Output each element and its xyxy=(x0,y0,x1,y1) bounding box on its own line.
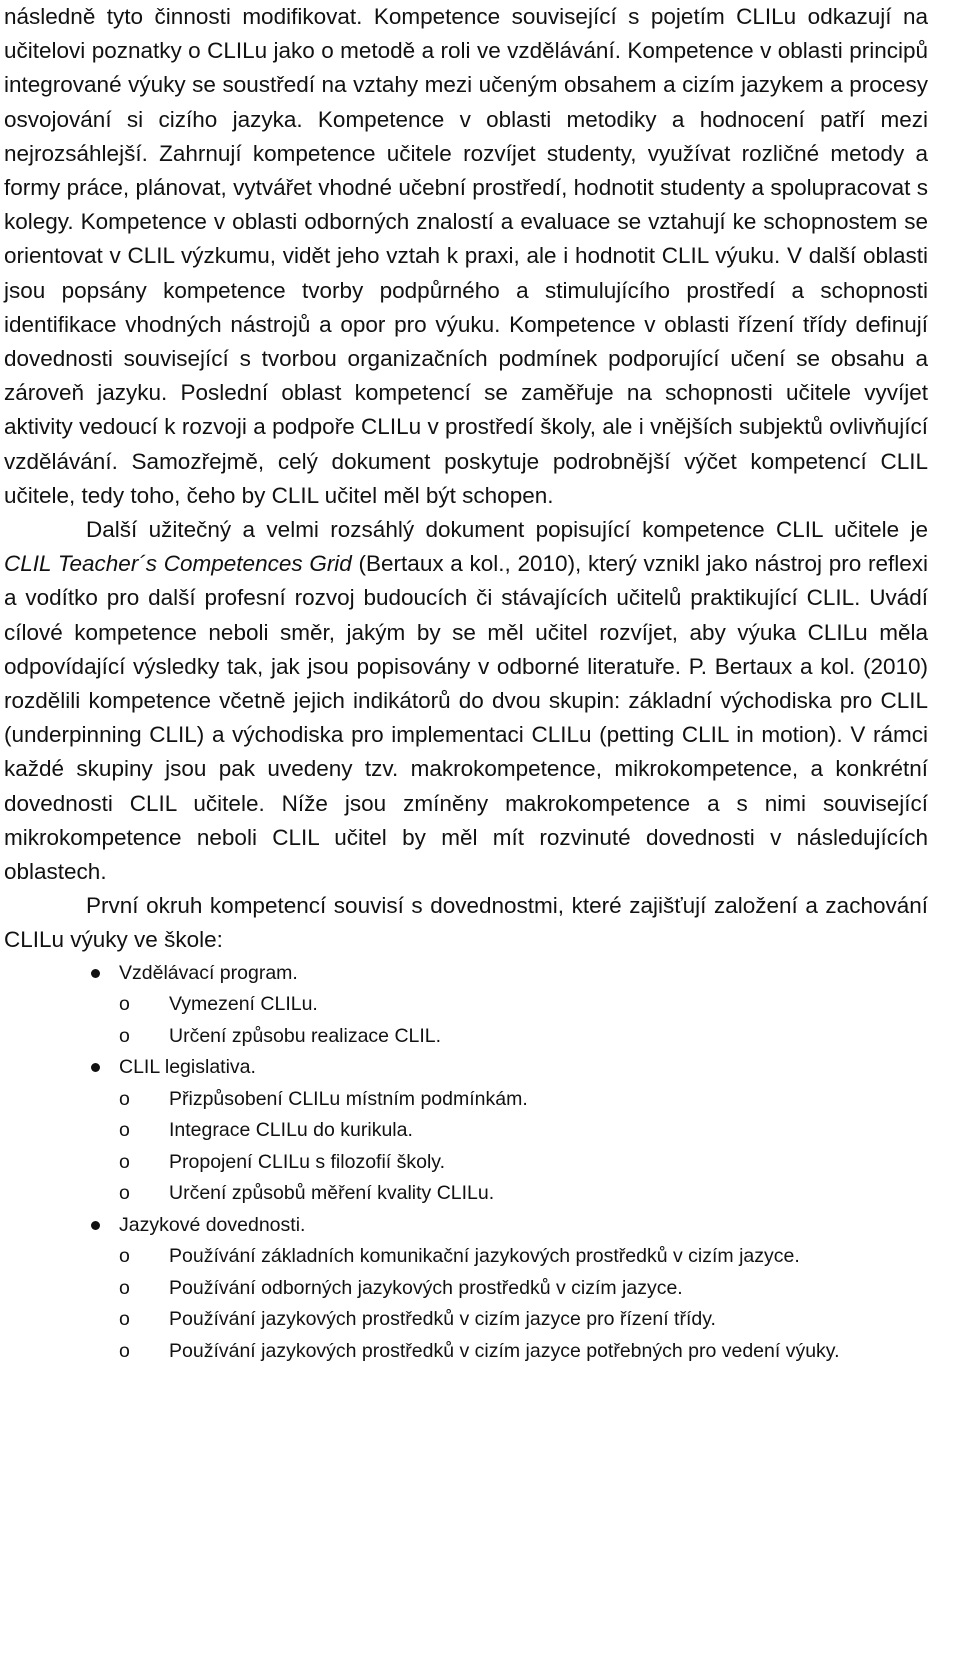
circle-bullet-icon: o xyxy=(119,993,130,1016)
circle-bullet-icon: o xyxy=(119,1150,130,1173)
sub-list-item xyxy=(4,1084,928,1116)
competence-list xyxy=(4,958,928,1368)
sub-list-item-text: Určení způsobu realizace CLIL. xyxy=(169,1024,442,1047)
sub-list-item-text: Určení způsobů měření kvality CLILu. xyxy=(169,1182,495,1205)
sub-list-item-text: Vymezení CLILu. xyxy=(169,993,318,1016)
circle-bullet-icon: o xyxy=(119,1119,130,1142)
circle-bullet-icon: o xyxy=(119,1087,130,1110)
document-title-italic: CLIL Teacher´s Competences Grid xyxy=(4,551,352,577)
circle-bullet-icon: o xyxy=(119,1182,130,1205)
paragraph-text: (Bertaux a kol., 2010), který vznikl jako nástroj pro reflexi a vodítko pro další profesní rozvoj budoucích či stávajících učitelů praktikující CLIL. Uvádí cílové kompetence neboli směr, jakým by se měl učitel rozvíjet, aby výuka CLILu měla odpovídající výsledky tak, jak jsou popisovány v odborné literatuře. P. Bertaux a kol. (2010) rozdělili kompetence včetně jejich indikátorů do dvou skupin: základní východiska pro CLIL (underpinning CLIL) a východiska pro implementaci CLILu (petting CLIL in motion). V rámci každé skupiny jsou pak uvedeny tzv. makrokompetence, mikrokompetence, a konkrétní dovednosti CLIL učitele. Níže jsou zmíněny makrokompetence a s nimi související mikrokompetence neboli CLIL učitel by měl mít rozvinuté dovednosti v následujících oblastech. xyxy=(4,551,928,885)
paragraph-first-area: První okruh kompetencí souvisí s dovednostmi, které zajišťují založení a zachování CLILu výuky ve škole: xyxy=(4,893,928,953)
paragraph-competences-grid xyxy=(4,513,928,889)
sub-list-item-text: Používání jazykových prostředků v cizím jazyce potřebných pro vedení výuky. xyxy=(169,1339,840,1362)
circle-bullet-icon: o xyxy=(119,1245,130,1268)
sub-list xyxy=(119,989,928,1052)
sub-list-item xyxy=(4,1115,928,1147)
list-item xyxy=(4,1210,928,1368)
sub-list-item xyxy=(4,1021,928,1053)
list-item-label: Jazykové dovednosti. xyxy=(119,1213,306,1236)
bullet-icon xyxy=(91,969,100,978)
sub-list-item xyxy=(4,989,928,1021)
sub-list-item-text: Přizpůsobení CLILu místním podmínkám. xyxy=(169,1087,528,1110)
circle-bullet-icon: o xyxy=(119,1308,130,1331)
bullet-icon xyxy=(91,1221,100,1230)
sub-list-item xyxy=(4,1273,928,1305)
sub-list-item xyxy=(4,1304,928,1336)
sub-list xyxy=(119,1084,928,1210)
paragraph-text: Další užitečný a velmi rozsáhlý dokument popisující kompetence CLIL učitele je xyxy=(86,517,928,543)
list-item-label: CLIL legislativa. xyxy=(119,1056,256,1079)
circle-bullet-icon: o xyxy=(119,1276,130,1299)
sub-list-item xyxy=(4,1241,928,1273)
sub-list-item-text: Integrace CLILu do kurikula. xyxy=(169,1119,413,1142)
circle-bullet-icon: o xyxy=(119,1024,130,1047)
sub-list-item-text: Používání jazykových prostředků v cizím jazyce pro řízení třídy. xyxy=(169,1308,716,1331)
paragraph-competence-areas: následně tyto činnosti modifikovat. Kompetence související s pojetím CLILu odkazují na učitelovi poznatky o CLILu jako o metodě a roli ve vzdělávání. Kompetence v oblasti principů integrované výuky se soustředí na vztahy mezi učeným obsahem a cizím jazykem a procesy osvojování si cizího jazyka. Kompetence v oblasti metodiky a hodnocení patří mezi nejrozsáhlejší. Zahrnují kompetence učitele rozvíjet studenty, využívat rozličné metody a formy práce, plánovat, vytvářet vhodné učební prostředí, hodnotit studenty a spolupracovat s kolegy. Kompetence v oblasti odborných znalostí a evaluace se vztahují ke schopnostem se orientovat v CLIL výzkumu, vidět jeho vztah k praxi, ale i hodnotit CLIL výuku. V další oblasti jsou popsány kompetence tvorby podpůrného a stimulujícího prostředí a schopnosti identifikace vhodných nástrojů a opor pro výuku. Kompetence v oblasti řízení třídy definují dovednosti související s tvorbou organizačních podmínek podporující učení se obsahu a zároveň jazyku. Poslední oblast kompetencí se zaměřuje na schopnosti učitele vyvíjet aktivity vedoucí k rozvoji a podpoře CLILu v prostředí školy, ale i vnějších subjektů ovlivňující vzdělávání. Samozřejmě, celý dokument poskytuje podrobnější výčet kompetencí CLIL učitele, tedy toho, čeho by CLIL učitel měl být schopen. xyxy=(4,4,928,508)
sub-list-item xyxy=(4,1178,928,1210)
list-item xyxy=(4,1052,928,1210)
sub-list-item xyxy=(4,1147,928,1179)
sub-list-item-text: Používání odborných jazykových prostředků v cizím jazyce. xyxy=(169,1276,683,1299)
list-item xyxy=(4,958,928,1053)
sub-list-item xyxy=(4,1336,928,1368)
circle-bullet-icon: o xyxy=(119,1339,130,1362)
list-item-label: Vzdělávací program. xyxy=(119,961,298,984)
sub-list xyxy=(119,1241,928,1367)
sub-list-item-text: Používání základních komunikační jazykových prostředků v cizím jazyce. xyxy=(169,1245,800,1268)
bullet-icon xyxy=(91,1063,100,1072)
sub-list-item-text: Propojení CLILu s filozofií školy. xyxy=(169,1150,446,1173)
